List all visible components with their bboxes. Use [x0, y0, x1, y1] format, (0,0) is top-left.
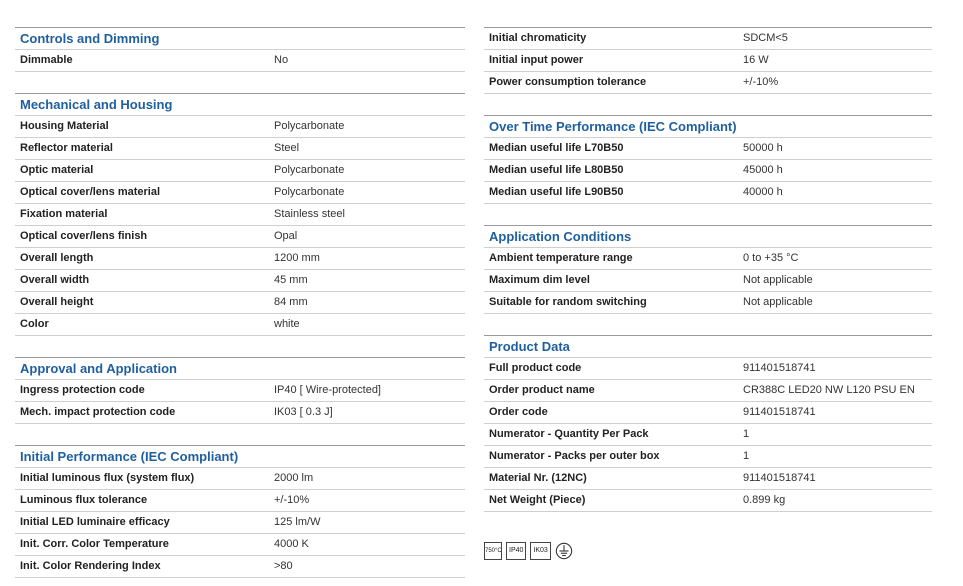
- spec-label: Maximum dim level: [489, 274, 590, 286]
- spec-value: 84 mm: [274, 296, 308, 308]
- table-row: [15, 116, 465, 138]
- left-column: [15, 27, 465, 578]
- spec-value: 1200 mm: [274, 252, 320, 264]
- spec-label: Initial input power: [489, 54, 584, 66]
- ip-rating-icon: IP40: [506, 542, 526, 560]
- section-spacer: [15, 72, 465, 93]
- table-row: [15, 512, 465, 534]
- spec-label: Overall length: [20, 252, 94, 264]
- spec-label: Color: [20, 318, 49, 330]
- section-spacer: [484, 314, 932, 335]
- spec-value: 911401518741: [743, 406, 816, 418]
- spec-value: 16 W: [743, 54, 769, 66]
- table-row: [484, 182, 932, 204]
- spec-label: Material Nr. (12NC): [489, 472, 587, 484]
- spec-value: 45 mm: [274, 274, 308, 286]
- spec-value: No: [274, 54, 289, 66]
- spec-label: Optical cover/lens finish: [20, 230, 148, 242]
- spec-value: white: [274, 318, 300, 330]
- table-row: [484, 27, 932, 50]
- spec-label: Order code: [489, 406, 548, 418]
- spec-label: Median useful life L90B50: [489, 186, 624, 198]
- spec-value: Not applicable: [743, 296, 813, 308]
- certification-icons: [484, 542, 573, 560]
- table-row: [484, 446, 932, 468]
- section-title-approval-application: Approval and Application: [15, 357, 465, 380]
- spec-value: Polycarbonate: [274, 186, 345, 198]
- table-row: [484, 72, 932, 94]
- section-spacer: [15, 424, 465, 445]
- table-row: [15, 138, 465, 160]
- table-row: [15, 490, 465, 512]
- table-row: [484, 292, 932, 314]
- spec-label: Net Weight (Piece): [489, 494, 586, 506]
- right-column: [484, 27, 932, 512]
- spec-value: 911401518741: [743, 472, 816, 484]
- spec-label: Suitable for random switching: [489, 296, 647, 308]
- spec-label: Initial chromaticity: [489, 32, 587, 44]
- spec-label: Median useful life L80B50: [489, 164, 624, 176]
- spec-value: 1: [743, 428, 750, 440]
- spec-label: Housing Material: [20, 120, 109, 132]
- section-title-application-conditions: Application Conditions: [484, 225, 932, 248]
- section-title-mechanical-housing: Mechanical and Housing: [15, 93, 465, 116]
- section-title-controls-dimming: Controls and Dimming: [15, 27, 465, 50]
- table-row: [484, 490, 932, 512]
- table-row: [15, 402, 465, 424]
- spec-label: Initial luminous flux (system flux): [20, 472, 195, 484]
- ik-rating-icon: IK03: [530, 542, 550, 560]
- spec-value: 2000 lm: [274, 472, 314, 484]
- section-spacer: [484, 94, 932, 115]
- temperature-rating-icon: 750°C: [484, 542, 502, 560]
- table-row: [484, 402, 932, 424]
- table-row: [484, 358, 932, 380]
- section-spacer: [15, 336, 465, 357]
- spec-value: 45000 h: [743, 164, 783, 176]
- table-row: [15, 380, 465, 402]
- table-row: [15, 270, 465, 292]
- spec-value: SDCM<5: [743, 32, 788, 44]
- spec-value: 0.899 kg: [743, 494, 786, 506]
- table-row: [484, 138, 932, 160]
- spec-value: Steel: [274, 142, 300, 154]
- table-row: [15, 534, 465, 556]
- spec-value: IK03 [ 0.3 J]: [274, 406, 333, 418]
- spec-label: Full product code: [489, 362, 582, 374]
- table-row: [15, 314, 465, 336]
- spec-label: Optic material: [20, 164, 94, 176]
- spec-value: Polycarbonate: [274, 164, 345, 176]
- spec-label: Numerator - Packs per outer box: [489, 450, 660, 462]
- spec-value: +/-10%: [274, 494, 310, 506]
- spec-value: Not applicable: [743, 274, 813, 286]
- table-row: [15, 226, 465, 248]
- section-spacer: [484, 204, 932, 225]
- table-row: [15, 182, 465, 204]
- spec-value: 911401518741: [743, 362, 816, 374]
- spec-label: Init. Corr. Color Temperature: [20, 538, 169, 550]
- table-row: [15, 204, 465, 226]
- spec-label: Median useful life L70B50: [489, 142, 624, 154]
- spec-value: 0 to +35 °C: [743, 252, 799, 264]
- table-row: [15, 292, 465, 314]
- protective-earth-icon: [555, 542, 573, 560]
- table-row: [15, 556, 465, 578]
- table-row: [484, 248, 932, 270]
- section-title-initial-performance: Initial Performance (IEC Compliant): [15, 445, 465, 468]
- spec-label: Order product name: [489, 384, 595, 396]
- spec-label: Power consumption tolerance: [489, 76, 647, 88]
- spec-label: Fixation material: [20, 208, 108, 220]
- spec-value: IP40 [ Wire-protected]: [274, 384, 381, 396]
- spec-value: 1: [743, 450, 750, 462]
- spec-value: 4000 K: [274, 538, 309, 550]
- spec-value: +/-10%: [743, 76, 779, 88]
- spec-label: Optical cover/lens material: [20, 186, 161, 198]
- spec-label: Init. Color Rendering Index: [20, 560, 161, 572]
- table-row: [484, 424, 932, 446]
- spec-label: Numerator - Quantity Per Pack: [489, 428, 649, 440]
- spec-label: Ingress protection code: [20, 384, 145, 396]
- section-title-over-time-performance: Over Time Performance (IEC Compliant): [484, 115, 932, 138]
- spec-value: 50000 h: [743, 142, 783, 154]
- section-title-product-data: Product Data: [484, 335, 932, 358]
- table-row: [484, 468, 932, 490]
- spec-label: Initial LED luminaire efficacy: [20, 516, 170, 528]
- table-row: [15, 160, 465, 182]
- spec-value: Stainless steel: [274, 208, 345, 220]
- spec-label: Luminous flux tolerance: [20, 494, 148, 506]
- spec-value: 125 lm/W: [274, 516, 321, 528]
- spec-label: Overall width: [20, 274, 90, 286]
- table-row: [484, 50, 932, 72]
- spec-value: Opal: [274, 230, 298, 242]
- table-row: [15, 468, 465, 490]
- spec-value: CR388C LED20 NW L120 PSU EN: [743, 384, 915, 396]
- spec-label: Ambient temperature range: [489, 252, 633, 264]
- table-row: [484, 270, 932, 292]
- table-row: [484, 380, 932, 402]
- table-row: [484, 160, 932, 182]
- spec-label: Reflector material: [20, 142, 113, 154]
- spec-label: Mech. impact protection code: [20, 406, 176, 418]
- table-row: [15, 248, 465, 270]
- table-row: [15, 50, 465, 72]
- spec-label: Dimmable: [20, 54, 73, 66]
- spec-value: 40000 h: [743, 186, 783, 198]
- spec-label: Overall height: [20, 296, 94, 308]
- spec-value: >80: [274, 560, 293, 572]
- spec-value: Polycarbonate: [274, 120, 345, 132]
